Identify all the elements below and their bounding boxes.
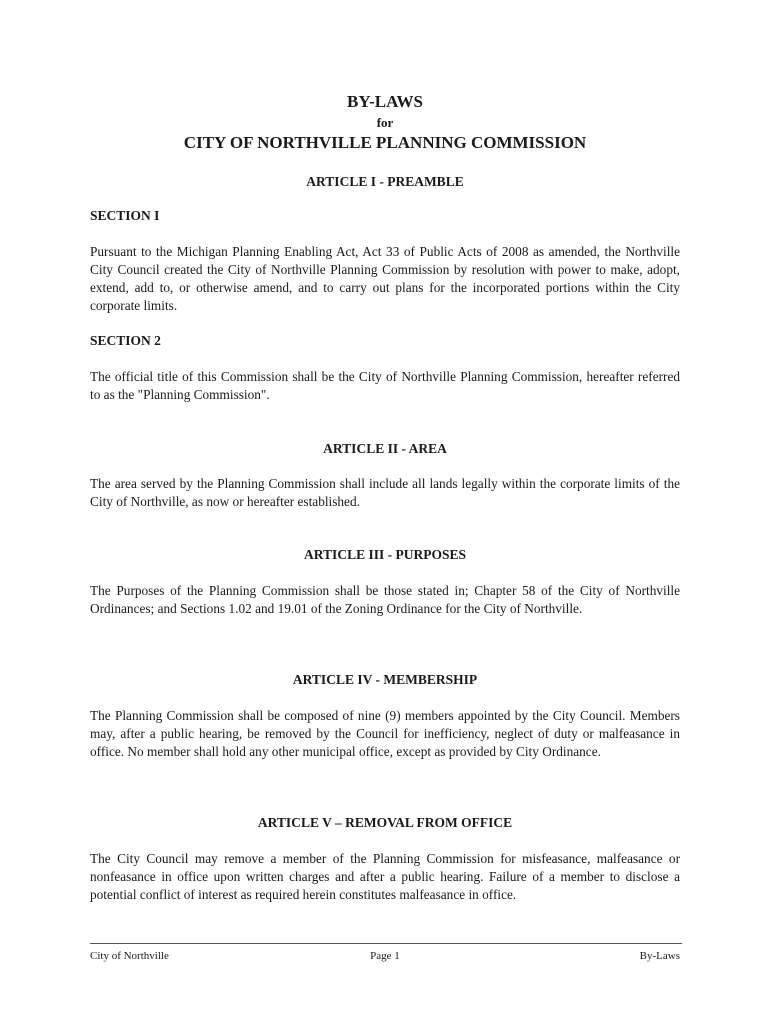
article-4-text: The Planning Commission shall be composed of nine (9) members appointed by the City Council. Members may, after a public hearing, be removed by the Council for inefficiency, neglect of duty or malfeasance in office. No member shall hold any other municipal office, except as provided by City Ordinance. (90, 708, 680, 759)
footer-right-text: By-Laws (639, 950, 680, 962)
article-1-heading: ARTICLE I - PREAMBLE (306, 174, 464, 189)
article-5-heading: ARTICLE V – REMOVAL FROM OFFICE (257, 815, 513, 830)
footer-page-number: Page 1 (370, 950, 400, 962)
footer-divider (90, 943, 682, 944)
section-2-text: The official title of this Commission shall be the City of Northville Planning Commission, hereafter referred to as the "Planning Commission". (90, 369, 680, 402)
article-3-text: The Purposes of the Planning Commission shall be those stated in; Chapter 58 of the City of Northville Ordinances; and Sections 1.02 and 19.01 of the Zoning Ordinance for the City of Northville. (90, 583, 680, 616)
article-3-heading: ARTICLE III - PURPOSES (304, 547, 466, 562)
article-5-text: The City Council may remove a member of the Planning Commission for misfeasance, malfeasance or nonfeasance in office upon written charges and after a public hearing. Failure of a member to disclose a potential conflict of interest as required herein constitutes malfeasance in office. (90, 851, 680, 902)
article-4-heading: ARTICLE IV - MEMBERSHIP (292, 672, 478, 687)
document-subtitle: for (376, 115, 394, 130)
section-1-label: SECTION I (90, 208, 160, 223)
document-title: BY-LAWS (347, 92, 423, 111)
section-1-text: Pursuant to the Michigan Planning Enabling Act, Act 33 of Public Acts of 2008 as amended, the Northville City Council created the City of Northville Planning Commission by resolution with power to make, adopt, extend, add to, or otherwise amend, and to carry out plans for the incorporated portions within the City corporate limits. (90, 244, 680, 313)
organization-title: CITY OF NORTHVILLE PLANNING COMMISSION (183, 133, 587, 152)
section-2-label: SECTION 2 (90, 333, 161, 348)
footer-left-text: City of Northville (90, 950, 169, 962)
article-2-heading: ARTICLE II - AREA (323, 441, 447, 456)
article-2-text: The area served by the Planning Commission shall include all lands legally within the corporate limits of the City of Northville, as now or hereafter established. (90, 476, 680, 509)
